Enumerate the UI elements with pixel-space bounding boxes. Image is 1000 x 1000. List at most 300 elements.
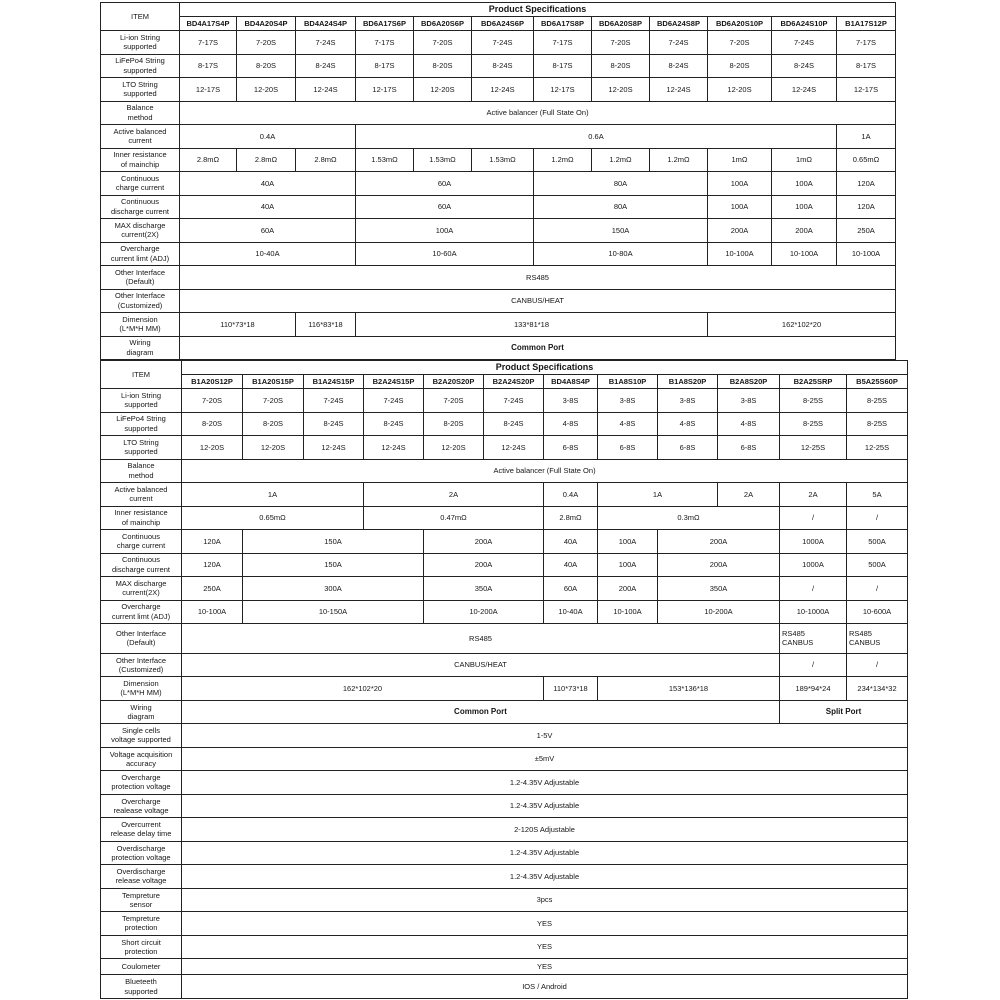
spec-cell: 8-25S xyxy=(847,412,908,436)
spec-row-overcharge xyxy=(101,600,908,624)
spec-cell: 1000A xyxy=(780,530,847,554)
spec-cell: 3-8S xyxy=(658,389,718,413)
spec-cell: 12-20S xyxy=(708,78,772,102)
spec-row-other-interface xyxy=(101,624,908,654)
column-header-b2a8s20p: B2A8S20P xyxy=(718,375,780,389)
row-label-voltage-acquisition-accuracy: Voltage acquisition accuracy xyxy=(101,747,182,771)
spec-cell: 120A xyxy=(182,530,243,554)
row-label-overcharge-realease-voltage: Overcharge realease voltage xyxy=(101,794,182,818)
spec-cell: 80A xyxy=(534,195,708,219)
spec-row-overcharge xyxy=(101,794,908,818)
spec-cell: 80A xyxy=(534,172,708,196)
spec-cell: Common Port xyxy=(182,700,780,724)
spec-cell: 7-24S xyxy=(772,31,837,55)
column-header-bd4a20s4p: BD4A20S4P xyxy=(237,17,296,31)
row-label-dimension-l-m-h-mm: Dimension (L*M*H MM) xyxy=(101,313,180,337)
spec-row-overcurrent xyxy=(101,818,908,842)
spec-cell: 100A xyxy=(772,195,837,219)
spec-cell: 0.4A xyxy=(544,483,598,507)
spec-cell: 0.65mΩ xyxy=(837,148,896,172)
spec-row-continuous xyxy=(101,530,908,554)
row-label-single-cells-voltage-supported: Single cells voltage supported xyxy=(101,724,182,748)
row-label-active-balanced-current: Active balanced current xyxy=(101,483,182,507)
spec-cell: 110*73*18 xyxy=(544,677,598,701)
spec-cell: 153*136*18 xyxy=(598,677,780,701)
item-header: ITEM xyxy=(101,3,180,31)
spec-cell: 8-24S xyxy=(364,412,424,436)
spec-cell: 110*73*18 xyxy=(180,313,296,337)
spec-cell: 10-100A xyxy=(708,242,772,266)
spec-row-lto-string xyxy=(101,78,896,102)
column-header-b1a20s12p: B1A20S12P xyxy=(182,375,243,389)
spec-cell: 6-8S xyxy=(598,436,658,460)
spec-row-other-interface xyxy=(101,289,896,313)
spec-cell: 8-20S xyxy=(243,412,304,436)
row-label-li-ion-string-supported: Li-ion String supported xyxy=(101,389,182,413)
spec-row-active-balanced xyxy=(101,125,896,149)
spec-cell: 6-8S xyxy=(658,436,718,460)
spec-cell: 60A xyxy=(180,219,356,243)
spec-cell: 8-20S xyxy=(592,54,650,78)
spec-cell: 1-5V xyxy=(182,724,908,748)
spec-row-li-ion-string xyxy=(101,389,908,413)
spec-cell: 200A xyxy=(708,219,772,243)
column-header-b2a25srp: B2A25SRP xyxy=(780,375,847,389)
spec-cell: 2.8mΩ xyxy=(180,148,237,172)
spec-cell: 12-20S xyxy=(182,436,243,460)
spec-cell: Active balancer (Full State On) xyxy=(182,459,908,483)
spec-table-lower xyxy=(100,360,908,999)
spec-cell: 10-100A xyxy=(598,600,658,624)
spec-cell: 12-24S xyxy=(472,78,534,102)
spec-cell: 8-24S xyxy=(304,412,364,436)
spec-cell: 200A xyxy=(598,577,658,601)
spec-cell: 5A xyxy=(847,483,908,507)
spec-cell: 8-24S xyxy=(650,54,708,78)
spec-cell: 8-17S xyxy=(534,54,592,78)
column-header-b1a8s10p: B1A8S10P xyxy=(598,375,658,389)
spec-cell: 4-8S xyxy=(658,412,718,436)
spec-row-single-cells xyxy=(101,724,908,748)
spec-cell: 12-17S xyxy=(180,78,237,102)
spec-cell: / xyxy=(780,506,847,530)
spec-cell: 2A xyxy=(364,483,544,507)
row-label-wiring-diagram: Wiring diagram xyxy=(101,336,180,360)
spec-row-short-circuit xyxy=(101,935,908,959)
spec-cell: 1.2mΩ xyxy=(592,148,650,172)
column-header-b2a20s20p: B2A20S20P xyxy=(424,375,484,389)
spec-cell: 60A xyxy=(356,195,534,219)
spec-cell: 4-8S xyxy=(598,412,658,436)
spec-cell: 12-20S xyxy=(592,78,650,102)
column-header-b1a24s15p: B1A24S15P xyxy=(304,375,364,389)
row-label-overcurrent-release-delay-time: Overcurrent release delay time xyxy=(101,818,182,842)
spec-cell: 1.2-4.35V Adjustable xyxy=(182,794,908,818)
spec-row-lto-string xyxy=(101,436,908,460)
spec-cell: 162*102*20 xyxy=(182,677,544,701)
spec-row-balance xyxy=(101,101,896,125)
spec-cell: 8-20S xyxy=(414,54,472,78)
spec-cell: / xyxy=(847,577,908,601)
row-label-lifepo4-string-supported: LiFePo4 String supported xyxy=(101,54,180,78)
spec-cell: 7-17S xyxy=(180,31,237,55)
spec-cell: 12-24S xyxy=(364,436,424,460)
row-label-dimension-l-m-h-mm: Dimension (L*M*H MM) xyxy=(101,677,182,701)
spec-cell: 8-17S xyxy=(837,54,896,78)
spec-cell: 150A xyxy=(243,530,424,554)
spec-cell: 60A xyxy=(356,172,534,196)
spec-cell: 40A xyxy=(180,172,356,196)
spec-cell: 1.2-4.35V Adjustable xyxy=(182,841,908,865)
spec-cell: 4-8S xyxy=(718,412,780,436)
spec-cell: 100A xyxy=(598,530,658,554)
column-header-bd6a20s6p: BD6A20S6P xyxy=(414,17,472,31)
spec-cell: 7-24S xyxy=(364,389,424,413)
spec-cell: 100A xyxy=(356,219,534,243)
column-header-b1a20s15p: B1A20S15P xyxy=(243,375,304,389)
spec-cell: 8-20S xyxy=(182,412,243,436)
spec-cell: 1A xyxy=(837,125,896,149)
spec-cell: / xyxy=(847,506,908,530)
spec-cell: 12-17S xyxy=(837,78,896,102)
column-header-b1a8s20p: B1A8S20P xyxy=(658,375,718,389)
spec-cell: 8-24S xyxy=(296,54,356,78)
spec-row-dimension xyxy=(101,313,896,337)
spec-cell: / xyxy=(780,653,847,677)
spec-cell: 40A xyxy=(180,195,356,219)
spec-row-dimension xyxy=(101,677,908,701)
spec-cell: 60A xyxy=(544,577,598,601)
spec-cell: 10-40A xyxy=(180,242,356,266)
column-header-bd6a17s6p: BD6A17S6P xyxy=(356,17,414,31)
spec-cell: 12-20S xyxy=(424,436,484,460)
row-label-balance-method: Balance method xyxy=(101,101,180,125)
spec-cell: 189*94*24 xyxy=(780,677,847,701)
spec-row-overdischarge xyxy=(101,841,908,865)
column-header-b2a24s20p: B2A24S20P xyxy=(484,375,544,389)
row-label-other-interface-default: Other Interface (Default) xyxy=(101,624,182,654)
row-label-lto-string-supported: LTO String supported xyxy=(101,436,182,460)
spec-cell: 12-24S xyxy=(484,436,544,460)
row-label-continuous-charge-current: Continuous charge current xyxy=(101,530,182,554)
spec-cell: 12-24S xyxy=(304,436,364,460)
row-label-overcharge-current-limt-adj: Overcharge current limt (ADJ) xyxy=(101,242,180,266)
spec-row-continuous xyxy=(101,195,896,219)
spec-cell: 1.2-4.35V Adjustable xyxy=(182,865,908,889)
spec-cell: 3pcs xyxy=(182,888,908,912)
spec-cell: 6-8S xyxy=(718,436,780,460)
spec-table-upper xyxy=(100,2,896,360)
spec-cell: 1000A xyxy=(780,553,847,577)
column-header-bd6a24s8p: BD6A24S8P xyxy=(650,17,708,31)
spec-cell: IOS / Android xyxy=(182,975,908,999)
spec-cell: 1.53mΩ xyxy=(414,148,472,172)
row-label-lifepo4-string-supported: LiFePo4 String supported xyxy=(101,412,182,436)
row-label-inner-resistance-of-mainchip: Inner resistance of mainchip xyxy=(101,148,180,172)
spec-cell: 12-24S xyxy=(772,78,837,102)
spec-cell: 8-20S xyxy=(708,54,772,78)
row-label-overdischarge-release-voltage: Overdischarge release voltage xyxy=(101,865,182,889)
spec-row-inner-resistance xyxy=(101,148,896,172)
spec-cell: Common Port xyxy=(180,336,896,360)
column-header-bd6a20s8p: BD6A20S8P xyxy=(592,17,650,31)
spec-row-li-ion-string xyxy=(101,31,896,55)
spec-cell: 7-20S xyxy=(592,31,650,55)
spec-cell: 12-17S xyxy=(534,78,592,102)
product-specifications-header: Product Specifications xyxy=(182,361,908,375)
row-label-coulometer: Coulometer xyxy=(101,959,182,975)
spec-cell: 2A xyxy=(780,483,847,507)
row-label-continuous-discharge-current: Continuous discharge current xyxy=(101,195,180,219)
spec-cell: 10-150A xyxy=(243,600,424,624)
spec-cell: 12-17S xyxy=(356,78,414,102)
spec-cell: 100A xyxy=(772,172,837,196)
row-label-overcharge-protection-voltage: Overcharge protection voltage xyxy=(101,771,182,795)
spec-cell: 7-20S xyxy=(424,389,484,413)
spec-cell: 12-25S xyxy=(847,436,908,460)
spec-cell: 2-120S Adjustable xyxy=(182,818,908,842)
spec-cell: 0.3mΩ xyxy=(598,506,780,530)
spec-cell: 116*83*18 xyxy=(296,313,356,337)
spec-cell: 7-24S xyxy=(650,31,708,55)
spec-cell: 133*81*18 xyxy=(356,313,708,337)
spec-cell: 1A xyxy=(598,483,718,507)
spec-row-balance xyxy=(101,459,908,483)
spec-cell: 200A xyxy=(424,553,544,577)
spec-cell: 100A xyxy=(708,172,772,196)
spec-cell: 1.2mΩ xyxy=(534,148,592,172)
spec-row-wiring xyxy=(101,336,896,360)
spec-row-lifepo4-string xyxy=(101,54,896,78)
spec-cell: 8-25S xyxy=(780,389,847,413)
spec-cell: 200A xyxy=(772,219,837,243)
column-header-b5a25s60p: B5A25S60P xyxy=(847,375,908,389)
column-header-bd4a17s4p: BD4A17S4P xyxy=(180,17,237,31)
spec-cell: 200A xyxy=(424,530,544,554)
spec-row-voltage-acquisition xyxy=(101,747,908,771)
spec-cell: 200A xyxy=(658,530,780,554)
spec-cell: 2.8mΩ xyxy=(296,148,356,172)
spec-cell: YES xyxy=(182,959,908,975)
spec-row-coulometer xyxy=(101,959,908,975)
spec-cell: 120A xyxy=(837,195,896,219)
spec-row-tempreture xyxy=(101,888,908,912)
item-header: ITEM xyxy=(101,361,182,389)
spec-cell: 1.53mΩ xyxy=(356,148,414,172)
spec-cell: 1mΩ xyxy=(708,148,772,172)
spec-cell: 7-24S xyxy=(484,389,544,413)
row-label-overdischarge-protection-voltage: Overdischarge protection voltage xyxy=(101,841,182,865)
spec-cell: 3-8S xyxy=(598,389,658,413)
row-label-other-interface-default: Other Interface (Default) xyxy=(101,266,180,290)
spec-cell: / xyxy=(847,653,908,677)
row-label-other-interface-customized: Other Interface (Customized) xyxy=(101,653,182,677)
spec-cell: RS485 CANBUS xyxy=(847,624,908,654)
spec-cell: 12-24S xyxy=(296,78,356,102)
spec-cell: 10-100A xyxy=(772,242,837,266)
spec-cell: 2.8mΩ xyxy=(544,506,598,530)
spec-cell: 1.2mΩ xyxy=(650,148,708,172)
spec-cell: 7-20S xyxy=(243,389,304,413)
spec-cell: 10-200A xyxy=(658,600,780,624)
row-label-li-ion-string-supported: Li-ion String supported xyxy=(101,31,180,55)
spec-cell: 8-24S xyxy=(772,54,837,78)
spec-row-continuous xyxy=(101,172,896,196)
spec-cell: 10-80A xyxy=(534,242,708,266)
spec-cell: 7-20S xyxy=(237,31,296,55)
spec-cell: CANBUS/HEAT xyxy=(180,289,896,313)
spec-cell: 150A xyxy=(243,553,424,577)
spec-cell: 40A xyxy=(544,553,598,577)
spec-row-lifepo4-string xyxy=(101,412,908,436)
spec-cell: 10-600A xyxy=(847,600,908,624)
row-label-active-balanced-current: Active balanced current xyxy=(101,125,180,149)
spec-cell: / xyxy=(780,577,847,601)
product-specifications-header: Product Specifications xyxy=(180,3,896,17)
spec-row-active-balanced xyxy=(101,483,908,507)
spec-cell: 10-200A xyxy=(424,600,544,624)
row-label-lto-string-supported: LTO String supported xyxy=(101,78,180,102)
spec-cell: 10-100A xyxy=(837,242,896,266)
spec-cell: 3-8S xyxy=(544,389,598,413)
spec-row-overcharge xyxy=(101,242,896,266)
spec-cell: 7-17S xyxy=(356,31,414,55)
spec-cell: 12-20S xyxy=(243,436,304,460)
column-header-bd4a8s4p: BD4A8S4P xyxy=(544,375,598,389)
spec-cell: 100A xyxy=(598,553,658,577)
spec-cell: 1.53mΩ xyxy=(472,148,534,172)
spec-cell: CANBUS/HEAT xyxy=(182,653,780,677)
spec-cell: 162*102*20 xyxy=(708,313,896,337)
spec-cell: 1.2-4.35V Adjustable xyxy=(182,771,908,795)
spec-row-tempreture xyxy=(101,912,908,936)
spec-row-max-discharge xyxy=(101,577,908,601)
spec-cell: 8-24S xyxy=(484,412,544,436)
spec-row-other-interface xyxy=(101,653,908,677)
row-label-tempreture-sensor: Tempreture sensor xyxy=(101,888,182,912)
spec-cell: 0.6A xyxy=(356,125,837,149)
spec-cell: 500A xyxy=(847,553,908,577)
spec-cell: 12-25S xyxy=(780,436,847,460)
spec-cell: 2A xyxy=(718,483,780,507)
spec-cell: RS485 CANBUS xyxy=(780,624,847,654)
spec-cell: 8-25S xyxy=(847,389,908,413)
row-label-overcharge-current-limt-adj: Overcharge current limt (ADJ) xyxy=(101,600,182,624)
spec-cell: 1A xyxy=(182,483,364,507)
row-label-inner-resistance-of-mainchip: Inner resistance of mainchip xyxy=(101,506,182,530)
spec-cell: 150A xyxy=(534,219,708,243)
spec-cell: 7-17S xyxy=(534,31,592,55)
spec-cell: 8-20S xyxy=(424,412,484,436)
row-label-continuous-discharge-current: Continuous discharge current xyxy=(101,553,182,577)
spec-row-blueteeth xyxy=(101,975,908,999)
spec-cell: 350A xyxy=(658,577,780,601)
spec-cell: 500A xyxy=(847,530,908,554)
spec-cell: 7-20S xyxy=(708,31,772,55)
spec-cell: 12-20S xyxy=(414,78,472,102)
spec-cell: 0.65mΩ xyxy=(182,506,364,530)
spec-cell: 8-25S xyxy=(780,412,847,436)
spec-cell: 7-20S xyxy=(182,389,243,413)
spec-cell: 0.4A xyxy=(180,125,356,149)
spec-row-overcharge xyxy=(101,771,908,795)
spec-cell: 6-8S xyxy=(544,436,598,460)
spec-cell: 12-24S xyxy=(650,78,708,102)
column-header-b2a24s15p: B2A24S15P xyxy=(364,375,424,389)
spec-cell: 350A xyxy=(424,577,544,601)
spec-cell: Split Port xyxy=(780,700,908,724)
spec-cell: 200A xyxy=(658,553,780,577)
spec-cell: 0.47mΩ xyxy=(364,506,544,530)
spec-cell: 7-20S xyxy=(414,31,472,55)
spec-row-other-interface xyxy=(101,266,896,290)
spec-cell: 2.8mΩ xyxy=(237,148,296,172)
row-label-wiring-diagram: Wiring diagram xyxy=(101,700,182,724)
spec-cell: 10-1000A xyxy=(780,600,847,624)
spec-cell: 10-100A xyxy=(182,600,243,624)
row-label-balance-method: Balance method xyxy=(101,459,182,483)
row-label-continuous-charge-current: Continuous charge current xyxy=(101,172,180,196)
spec-row-overdischarge xyxy=(101,865,908,889)
spec-cell: 300A xyxy=(243,577,424,601)
spec-cell: 4-8S xyxy=(544,412,598,436)
spec-cell: Active balancer (Full State On) xyxy=(180,101,896,125)
spec-cell: YES xyxy=(182,912,908,936)
spec-cell: RS485 xyxy=(182,624,780,654)
spec-cell: 7-24S xyxy=(304,389,364,413)
spec-cell: 12-20S xyxy=(237,78,296,102)
spec-cell: 3-8S xyxy=(718,389,780,413)
spec-cell: RS485 xyxy=(180,266,896,290)
spec-row-max-discharge xyxy=(101,219,896,243)
spec-cell: 7-24S xyxy=(472,31,534,55)
spec-row-continuous xyxy=(101,553,908,577)
spec-cell: 7-17S xyxy=(837,31,896,55)
spec-cell: 40A xyxy=(544,530,598,554)
column-header-bd4a24s4p: BD4A24S4P xyxy=(296,17,356,31)
row-label-max-discharge-current-2x: MAX discharge current(2X) xyxy=(101,577,182,601)
spec-cell: 10-40A xyxy=(544,600,598,624)
spec-cell: 100A xyxy=(708,195,772,219)
column-header-bd6a24s10p: BD6A24S10P xyxy=(772,17,837,31)
spec-cell: 1mΩ xyxy=(772,148,837,172)
spec-cell: 120A xyxy=(182,553,243,577)
column-header-bd6a20s10p: BD6A20S10P xyxy=(708,17,772,31)
column-header-b1a17s12p: B1A17S12P xyxy=(837,17,896,31)
row-label-short-circuit-protection: Short circuit protection xyxy=(101,935,182,959)
spec-cell: 8-17S xyxy=(356,54,414,78)
column-header-bd6a17s8p: BD6A17S8P xyxy=(534,17,592,31)
row-label-blueteeth-supported: Blueteeth supported xyxy=(101,975,182,999)
spec-cell: 234*134*32 xyxy=(847,677,908,701)
spec-cell: 7-24S xyxy=(296,31,356,55)
spec-cell: ±5mV xyxy=(182,747,908,771)
spec-cell: 8-17S xyxy=(180,54,237,78)
spec-row-inner-resistance xyxy=(101,506,908,530)
spec-cell: 250A xyxy=(182,577,243,601)
row-label-max-discharge-current-2x: MAX discharge current(2X) xyxy=(101,219,180,243)
column-header-bd6a24s6p: BD6A24S6P xyxy=(472,17,534,31)
spec-cell: 120A xyxy=(837,172,896,196)
spec-cell: 10-60A xyxy=(356,242,534,266)
spec-cell: YES xyxy=(182,935,908,959)
row-label-tempreture-protection: Tempreture protection xyxy=(101,912,182,936)
spec-cell: 250A xyxy=(837,219,896,243)
spec-cell: 8-24S xyxy=(472,54,534,78)
spec-row-wiring xyxy=(101,700,908,724)
row-label-other-interface-customized: Other Interface (Customized) xyxy=(101,289,180,313)
spec-cell: 8-20S xyxy=(237,54,296,78)
